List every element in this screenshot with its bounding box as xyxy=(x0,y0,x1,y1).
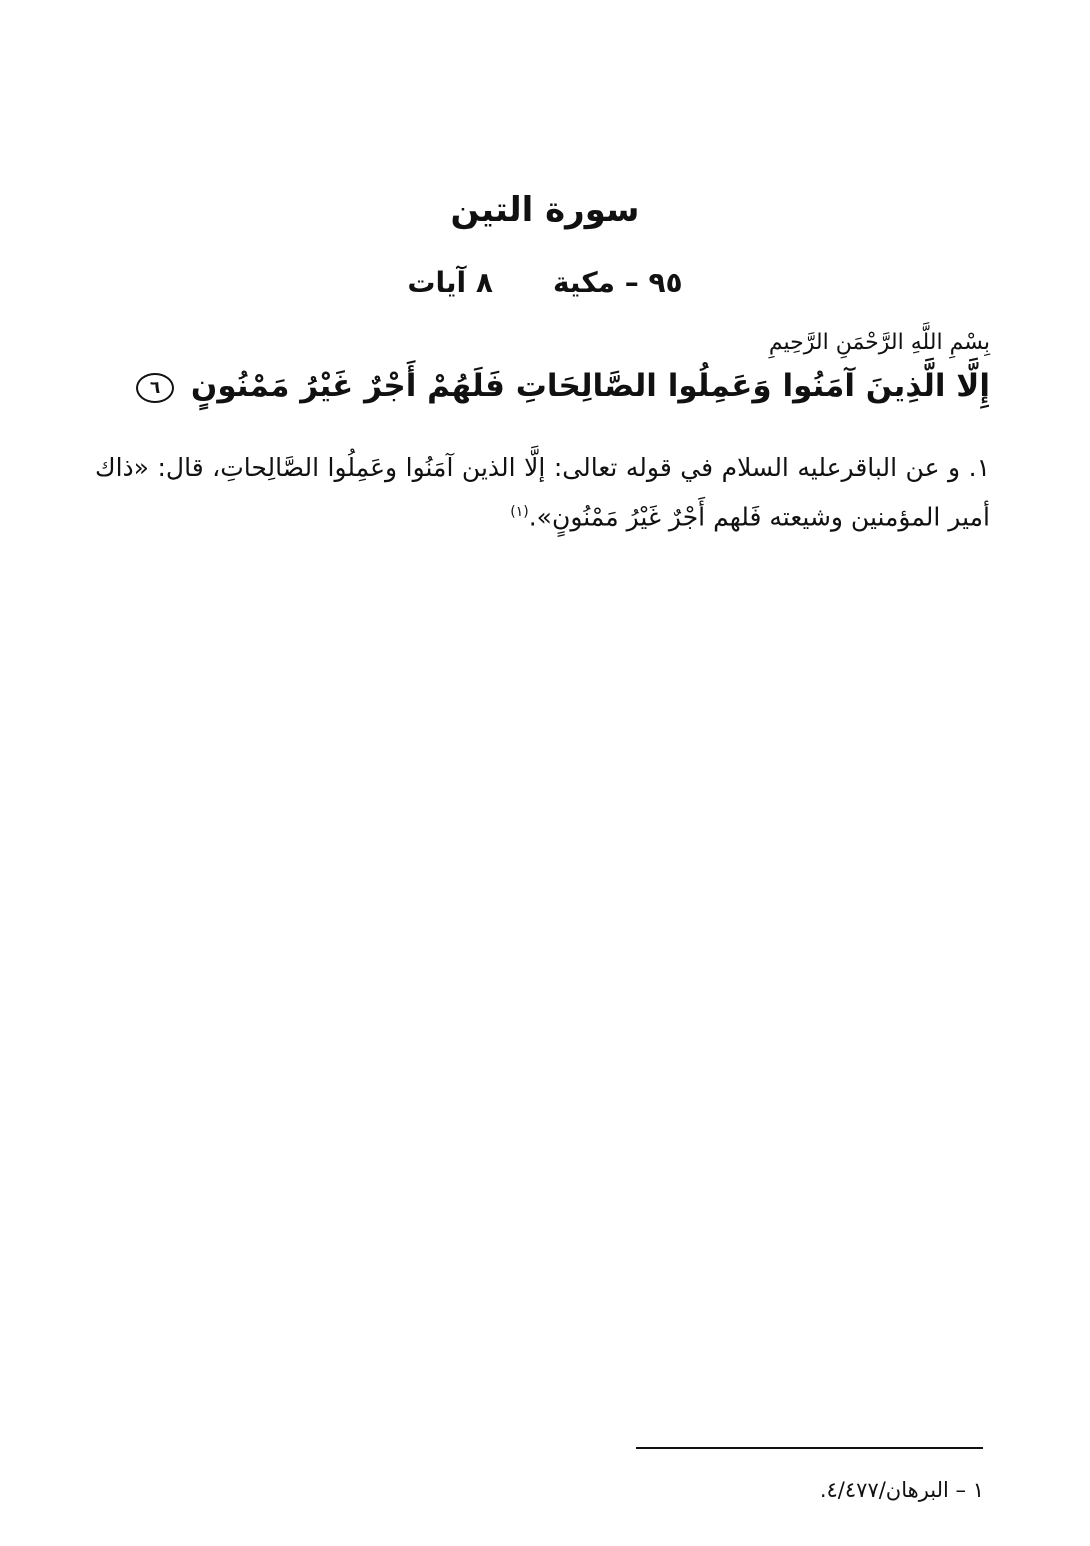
surah-title: سورة التين xyxy=(450,190,640,230)
surah-number-type: ٩٥ – مكية xyxy=(552,266,683,299)
commentary-text: ١. و عن الباقرعليه السلام في قوله تعالى: إلَّا الذين آمَنُوا وعَمِلُوا الصَّالِحاتِ، قال: «ذاك أمير المؤمنين وشيعته فَلهم أَجْرٌ غَيْرُ مَمْنُونٍ». xyxy=(95,453,990,532)
quran-verse xyxy=(90,368,990,404)
footnote-reference: (١) xyxy=(510,504,529,520)
footnote-divider xyxy=(636,1447,983,1449)
surah-meta xyxy=(0,266,1090,299)
verse-text: إِلَّا الَّذِينَ آمَنُوا وَعَمِلُوا الصَّالِحَاتِ فَلَهُمْ أَجْرٌ غَيْرُ مَمْنُونٍ xyxy=(190,368,990,404)
footnote: ١ – البرهان/٤/٤٧٧. xyxy=(819,1478,984,1502)
verse-number-marker: ٦ xyxy=(136,373,174,403)
verse-count: ٨ آيات xyxy=(407,266,493,299)
basmala: بِسْمِ اللَّهِ الرَّحْمَنِ الرَّحِيمِ xyxy=(768,330,990,355)
commentary-paragraph xyxy=(95,446,990,539)
